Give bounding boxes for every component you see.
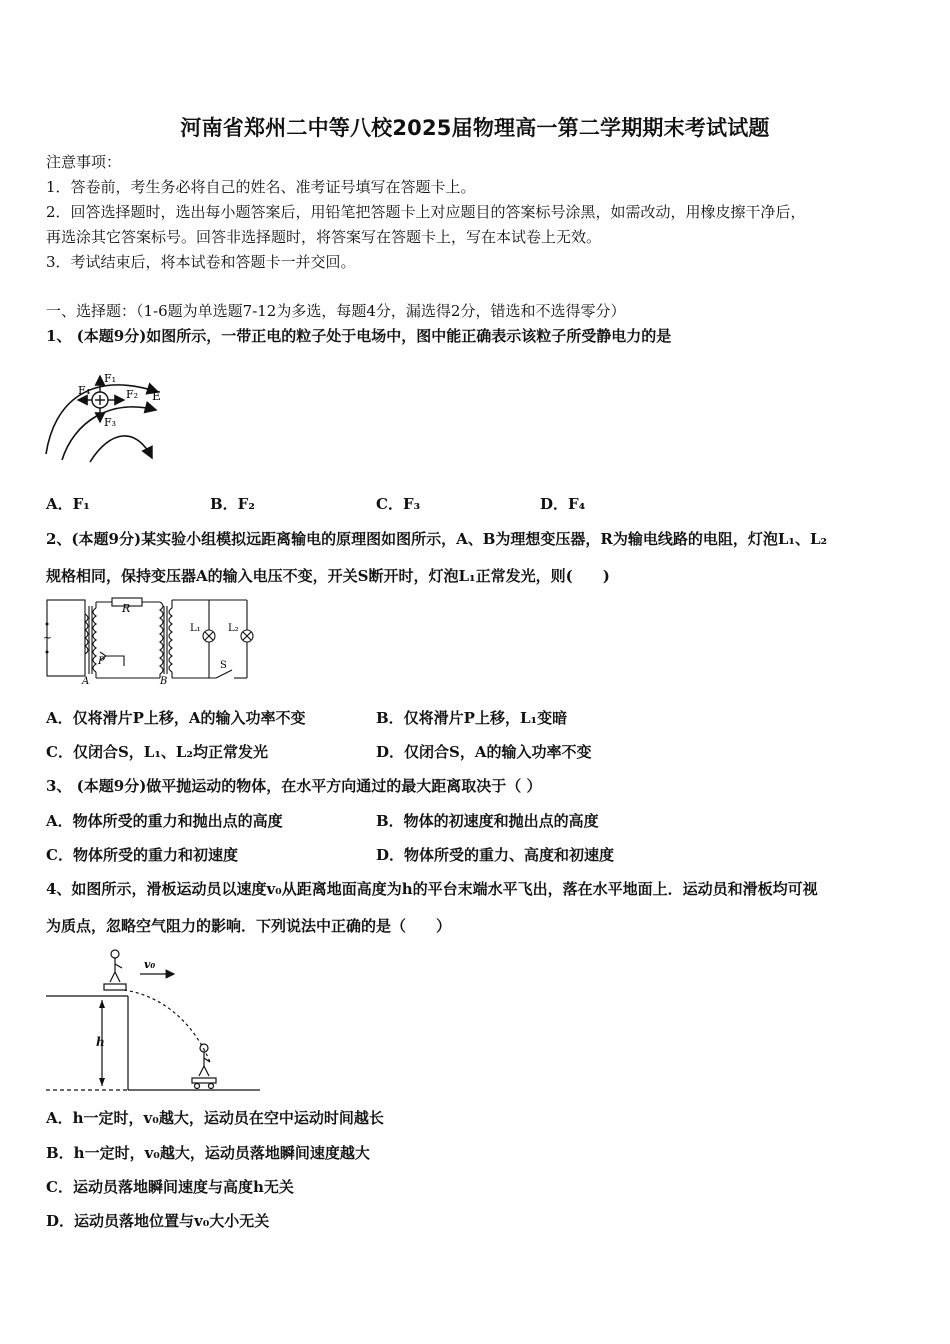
q2-circuit-diagram bbox=[42, 594, 262, 686]
q1-option-d: D．F₄ bbox=[540, 495, 586, 513]
q2-option-c: C．仅闭合S，L₁、L₂均正常发光 bbox=[46, 743, 269, 761]
q2-stem-line2: 规格相同，保持变压器A的输入电压不变，开关S断开时，灯泡L₁正常发光，则( ) bbox=[46, 567, 610, 585]
q1-option-c: C．F₃ bbox=[376, 495, 421, 513]
label-v0: v₀ bbox=[144, 958, 156, 971]
q3-option-b: B．物体的初速度和抛出点的高度 bbox=[376, 812, 599, 830]
ac-source-label: ~ bbox=[43, 631, 53, 644]
page-title: 河南省郑州二中等八校2025届物理高一第二学期期末考试试题 bbox=[180, 116, 770, 140]
label-p: P bbox=[98, 656, 105, 667]
q1-option-b: B．F₂ bbox=[210, 495, 255, 513]
label-b: B bbox=[160, 676, 168, 687]
label-f3: F₃ bbox=[104, 416, 117, 429]
q4-stem-line1: 4、如图所示，滑板运动员以速度v₀从距离地面高度为h的平台末端水平飞出，落在水平地面上．运动员和滑板均可视 bbox=[46, 880, 818, 898]
label-r: R bbox=[122, 602, 131, 615]
label-a: A bbox=[82, 676, 90, 687]
q1-stem: 1、 (本题9分)如图所示，一带正电的粒子处于电场中，图中能正确表示该粒子所受静电力的是 bbox=[46, 327, 672, 345]
label-s: S bbox=[220, 660, 227, 671]
q3-option-a: A．物体所受的重力和抛出点的高度 bbox=[46, 812, 283, 830]
label-f4: F₄ bbox=[78, 384, 91, 397]
q1-option-a: A．F₁ bbox=[46, 495, 90, 513]
q4-projectile-diagram bbox=[44, 944, 264, 1094]
q3-stem: 3、 (本题9分)做平抛运动的物体，在水平方向通过的最大距离取决于（ ） bbox=[46, 777, 542, 795]
label-h: h bbox=[96, 1035, 105, 1049]
q2-option-a: A．仅将滑片P上移，A的输入功率不变 bbox=[46, 709, 306, 727]
notice-item: 3．考试结束后，将本试卷和答题卡一并交回。 bbox=[46, 253, 356, 271]
q2-option-d: D．仅闭合S，A的输入功率不变 bbox=[376, 743, 592, 761]
q2-stem-line1: 2、(本题9分)某实验小组模拟远距离输电的原理图如图所示，A、B为理想变压器，R为输电线路的电阻，灯泡L₁、L₂ bbox=[46, 530, 828, 548]
label-f1: F₁ bbox=[104, 372, 117, 385]
q4-stem-line2: 为质点，忽略空气阻力的影响．下列说法中正确的是（ ） bbox=[46, 917, 452, 935]
notice-heading: 注意事项： bbox=[46, 153, 122, 171]
q3-option-d: D．物体所受的重力、高度和初速度 bbox=[376, 846, 615, 864]
label-l2: L₂ bbox=[228, 623, 239, 634]
q4-option-d: D．运动员落地位置与v₀大小无关 bbox=[46, 1212, 270, 1230]
q2-option-b: B．仅将滑片P上移，L₁变暗 bbox=[376, 709, 568, 727]
notice-item: 2．回答选择题时，选出每小题答案后，用铅笔把答题卡上对应题目的答案标号涂黑，如需改动，用橡皮擦干净后， bbox=[46, 203, 806, 221]
q3-option-c: C．物体所受的重力和初速度 bbox=[46, 846, 238, 864]
q1-field-diagram bbox=[40, 362, 170, 467]
notice-item: 1．答卷前，考生务必将自己的姓名、准考证号填写在答题卡上。 bbox=[46, 178, 476, 196]
label-l1: L₁ bbox=[190, 623, 201, 634]
section-heading: 一、选择题：（1-6题为单选题7-12为多选，每题4分，漏选得2分，错选和不选得零分） bbox=[46, 302, 626, 320]
notice-item: 再选涂其它答案标号。回答非选择题时，将答案写在答题卡上，写在本试卷上无效。 bbox=[46, 228, 602, 246]
label-f2: F₂ bbox=[126, 388, 139, 401]
q4-option-b: B．h一定时，v₀越大，运动员落地瞬间速度越大 bbox=[46, 1144, 370, 1162]
q4-option-a: A．h一定时，v₀越大，运动员在空中运动时间越长 bbox=[46, 1109, 384, 1127]
q4-option-c: C．运动员落地瞬间速度与高度h无关 bbox=[46, 1178, 294, 1196]
label-e: E bbox=[152, 389, 161, 403]
